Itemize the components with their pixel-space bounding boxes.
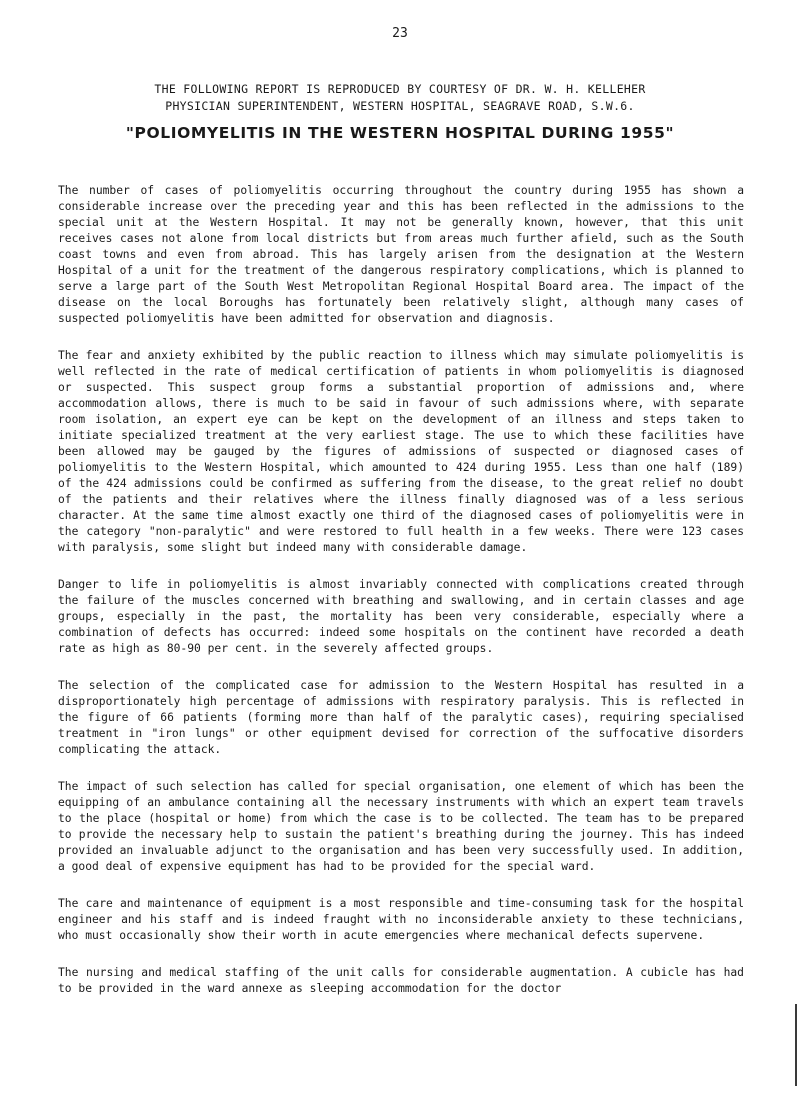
credit-line-2: PHYSICIAN SUPERINTENDENT, WESTERN HOSPITAL, SEAGRAVE ROAD, S.W.6. [165,99,635,113]
credit-note [0,81,800,115]
paragraph-5: The impact of such selection has called for special organisation, one element of which has been the equipping of an ambulance containing all the necessary instruments with which an expert team travels to the place (hospital or home) from which the case is to be collected. The team has to be prepared to provide the necessary help to sustain the patient's breathing during the journey. This has indeed provided an invaluable adjunct to the organisation and has been very successfully used. In addition, a good deal of expensive equipment has had to be provided for the special ward. [58,780,744,873]
paragraph-1: The number of cases of poliomyelitis occurring throughout the country during 1955 has shown a considerable increase over the preceding year and this has been reflected in the admissions to the special unit at the Western Hospital. It may not be generally known, however, that this unit receives cases not alone from local districts but from areas much further afield, such as the South coast towns and even from abroad. This has largely arisen from the designation at the Western Hospital of a unit for the treatment of the dangerous respiratory complications, which is planned to serve a large part of the South West Metropolitan Regional Hospital Board area. The impact of the disease on the local Boroughs has fortunately been relatively slight, although many cases of suspected poliomyelitis have been admitted for observation and diagnosis. [58,184,744,325]
credit-line-1: THE FOLLOWING REPORT IS REPRODUCED BY COURTESY OF DR. W. H. KELLEHER [154,82,646,96]
report-title: "POLIOMYELITIS IN THE WESTERN HOSPITAL DURING 1955" [125,124,675,142]
report-body [58,183,744,997]
paragraph-6: The care and maintenance of equipment is a most responsible and time-consuming task for the hospital engineer and his staff and is indeed fraught with no inconsiderable anxiety to these technicians, who must occasionally show their worth in acute emergencies where mechanical defects supervene. [58,897,744,942]
paragraph-2: The fear and anxiety exhibited by the public reaction to illness which may simulate poliomyelitis is well reflected in the rate of medical certification of patients in whom poliomyelitis is diagnosed or suspected. This suspect group forms a substantial proportion of admissions and, where accommodation allows, there is much to be said in favour of such admissions where, with separate room isolation, an expert eye can be kept on the development of an illness and steps taken to initiate specialized treatment at the very earliest stage. The use to which these facilities have been allowed may be gauged by the figures of admissions of suspected or diagnosed cases of poliomyelitis to the Western Hospital, which amounted to 424 during 1955. Less than one half (189) of the 424 admissions could be confirmed as suffering from the disease, to the great relief no doubt of the patients and their relatives where the illness finally diagnosed was of a less serious character. At the same time almost exactly one third of the diagnosed cases of poliomyelitis were in the category "non-paralytic" and were restored to full health in a few weeks. There were 123 cases with paralysis, some slight but indeed many with considerable damage. [58,349,744,554]
page-number: 23 [392,26,408,41]
paragraph-4: The selection of the complicated case for admission to the Western Hospital has resulted in a disproportionately high percentage of admissions with respiratory paralysis. This is reflected in the figure of 66 patients (forming more than half of the paralytic cases), requiring specialised treatment in "iron lungs" or other equipment devised for correction of the suffocative disorders complicating the attack. [58,679,744,756]
paragraph-3: Danger to life in poliomyelitis is almost invariably connected with complications created through the failure of the muscles concerned with breathing and swallowing, and in certain classes and age groups, especially in the past, the mortality has been very considerable, especially where a combination of defects has occurred: indeed some hospitals on the continent have recorded a death rate as high as 80-90 per cent. in the severely affected groups. [58,578,744,655]
paragraph-7: The nursing and medical staffing of the unit calls for considerable augmentation. A cubicle has had to be provided in the ward annexe as sleeping accommodation for the doctor [58,966,744,995]
page-edge-mark [795,1004,797,1086]
